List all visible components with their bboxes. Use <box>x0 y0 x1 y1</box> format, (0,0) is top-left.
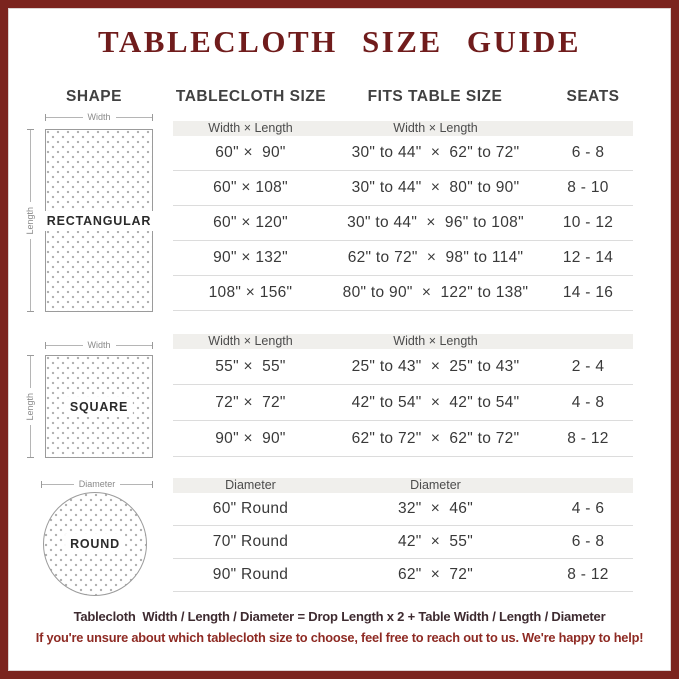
marker-line <box>46 345 83 346</box>
size-cell: 90" × 132" <box>213 249 288 266</box>
square-length-marker <box>24 355 36 458</box>
round-table-header <box>173 478 633 493</box>
sizing-formula-text: Tablecloth Width / Length / Diameter = Drop Length x 2 + Table Width / Length / Diameter <box>73 609 606 624</box>
fits-cell: 30" to 44" × 80" to 90" <box>351 179 520 196</box>
fits-cell: 42" × 55" <box>397 533 474 550</box>
marker-tick <box>152 114 153 121</box>
fits-cell: 62" to 72" × 62" to 72" <box>351 429 520 447</box>
square-shape-label: SQUARE <box>65 397 133 417</box>
seats-cell: 4 - 8 <box>571 393 605 411</box>
size-cell: 60" × 120" <box>213 214 288 231</box>
square-shape-illustration <box>45 355 153 458</box>
marker-tick <box>27 311 34 312</box>
page-title: TABLECLOTH SIZE GUIDE <box>97 24 582 59</box>
table-row <box>173 349 633 385</box>
square-length-label: Length <box>25 392 35 421</box>
marker-line <box>30 130 31 202</box>
seats-cell: 8 - 12 <box>567 429 609 447</box>
column-header-seats: SEATS <box>566 88 620 105</box>
size-cell: 108" × 156" <box>208 284 293 301</box>
table-row <box>173 206 633 241</box>
fits-cell: 30" to 44" × 62" to 72" <box>351 144 520 161</box>
rectangular-length-label: Length <box>25 206 35 235</box>
seats-cell: 8 - 10 <box>567 179 609 196</box>
size-cell: 60" × 90" <box>215 144 286 161</box>
table-row <box>173 493 633 526</box>
seats-cell: 4 - 6 <box>571 500 605 517</box>
table-row <box>173 241 633 276</box>
fits-cell: 32" × 46" <box>397 500 474 517</box>
square-table-header <box>173 334 633 349</box>
marker-tick <box>152 481 153 488</box>
size-column-subheader: Diameter <box>225 478 276 492</box>
rectangular-width-label: Width <box>87 112 111 122</box>
footer <box>8 609 671 645</box>
fits-cell: 62" to 72" × 98" to 114" <box>347 249 524 266</box>
round-diameter-label: Diameter <box>78 479 116 489</box>
fits-cell: 80" to 90" × 122" to 138" <box>342 284 529 301</box>
table-row <box>173 526 633 559</box>
fits-cell: 62" × 72" <box>397 566 474 583</box>
seats-cell: 10 - 12 <box>562 214 614 231</box>
table-row <box>173 171 633 206</box>
marker-line <box>120 484 152 485</box>
size-cell: 55" × 55" <box>215 357 286 375</box>
marker-tick <box>27 457 34 458</box>
rectangular-shape-illustration <box>45 129 153 312</box>
rectangular-size-table <box>173 121 633 311</box>
seats-cell: 12 - 14 <box>562 249 614 266</box>
seats-cell: 8 - 12 <box>567 566 609 583</box>
help-note-text: If you're unsure about which tablecloth size to choose, feel free to reach out to us. We're happy to help! <box>35 630 644 645</box>
fits-column-subheader: Width × Length <box>393 334 478 348</box>
table-row <box>173 136 633 171</box>
seats-cell: 14 - 16 <box>562 284 614 301</box>
table-row <box>173 385 633 421</box>
round-shape-label: ROUND <box>65 534 125 554</box>
marker-line <box>116 117 153 118</box>
size-column-subheader: Width × Length <box>208 334 293 348</box>
square-width-marker <box>45 339 153 351</box>
fits-cell: 30" to 44" × 96" to 108" <box>347 214 524 231</box>
rectangular-shape-label: RECTANGULAR <box>42 211 156 231</box>
marker-line <box>30 425 31 457</box>
seats-cell: 6 - 8 <box>571 144 605 161</box>
table-row <box>173 421 633 457</box>
seats-cell: 2 - 4 <box>571 357 605 375</box>
square-size-table <box>173 334 633 457</box>
fits-column-subheader: Diameter <box>410 478 461 492</box>
guide-content <box>8 8 671 671</box>
round-diameter-marker <box>41 478 153 490</box>
column-header-tablecloth-size: TABLECLOTH SIZE <box>175 88 327 105</box>
table-row <box>173 559 633 592</box>
fits-cell: 25" to 43" × 25" to 43" <box>351 357 520 375</box>
size-cell: 60" Round <box>212 500 289 517</box>
round-shape-illustration <box>43 492 147 596</box>
marker-line <box>30 239 31 311</box>
marker-line <box>46 117 83 118</box>
size-cell: 90" × 90" <box>215 429 286 447</box>
rectangular-width-marker <box>45 111 153 123</box>
column-header-fits-table-size: FITS TABLE SIZE <box>367 88 503 105</box>
size-cell: 70" Round <box>212 533 289 550</box>
size-cell: 90" Round <box>212 566 289 583</box>
rectangular-table-header <box>173 121 633 136</box>
marker-line <box>116 345 153 346</box>
marker-line <box>42 484 74 485</box>
column-header-shape: SHAPE <box>66 88 122 105</box>
round-size-table <box>173 478 633 592</box>
marker-tick <box>152 342 153 349</box>
marker-line <box>30 356 31 388</box>
fits-column-subheader: Width × Length <box>393 121 478 135</box>
seats-cell: 6 - 8 <box>571 533 605 550</box>
square-width-label: Width <box>87 340 111 350</box>
size-column-subheader: Width × Length <box>208 121 293 135</box>
rectangular-length-marker <box>24 129 36 312</box>
fits-cell: 42" to 54" × 42" to 54" <box>351 393 520 411</box>
size-cell: 60" × 108" <box>213 179 288 196</box>
size-cell: 72" × 72" <box>215 393 286 411</box>
table-row <box>173 276 633 311</box>
